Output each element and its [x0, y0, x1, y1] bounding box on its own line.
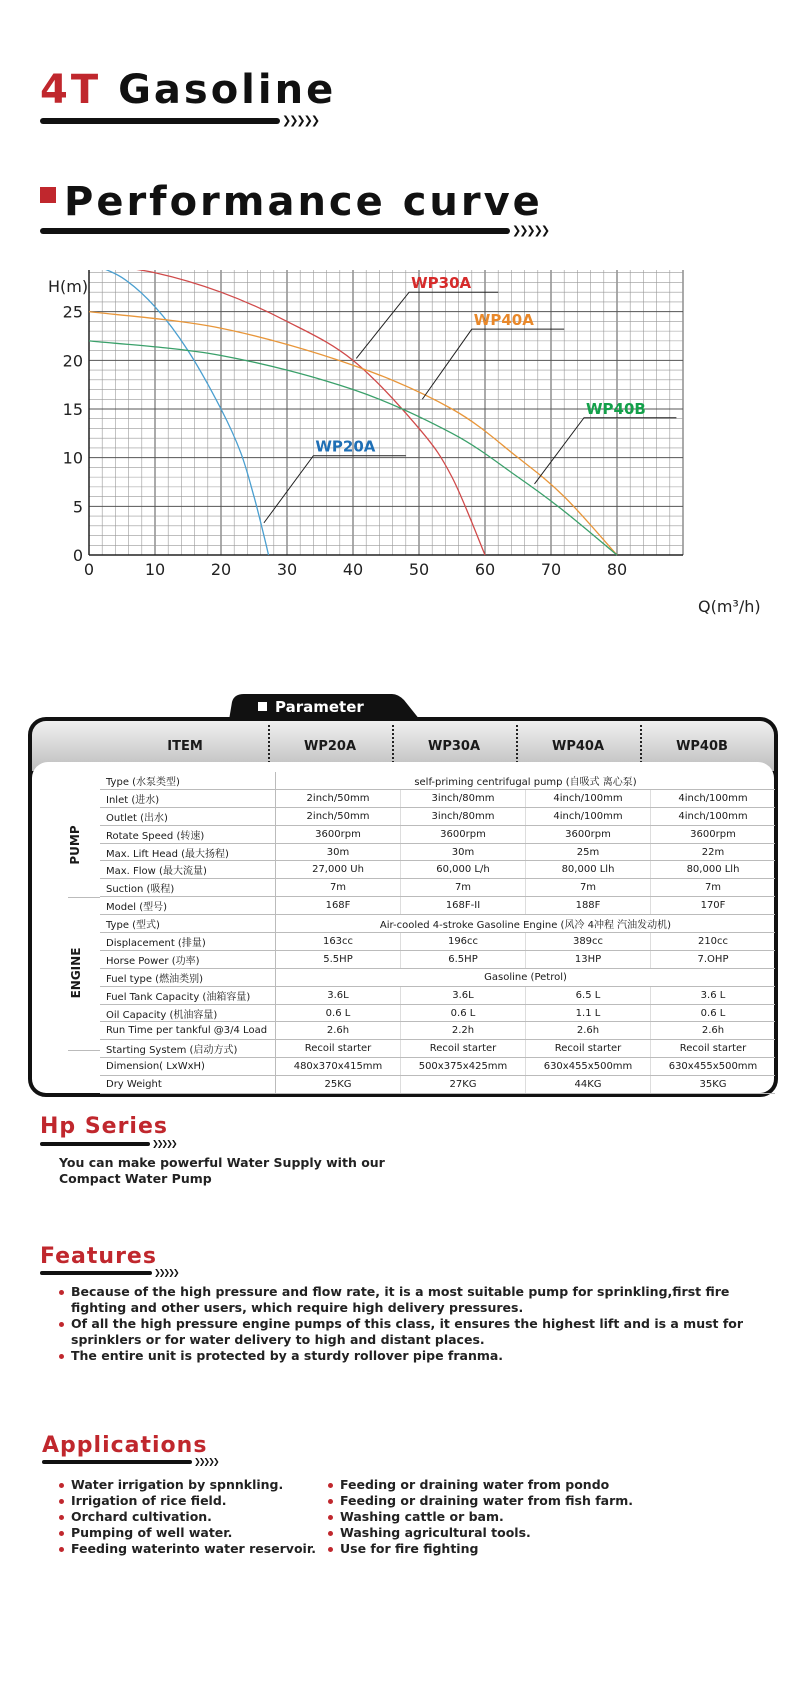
spec-value-span: Air-cooled 4-stroke Gasoline Engine (风冷 4冲程 汽油发动机) — [276, 915, 776, 933]
spec-value: Recoil starter — [526, 1040, 651, 1058]
spec-value: 2inch/50mm — [276, 789, 401, 807]
spec-value: 4inch/100mm — [526, 789, 651, 807]
spec-row — [100, 807, 775, 825]
x-axis-label: Q(m³/h) — [698, 597, 761, 616]
spec-row — [100, 1004, 775, 1022]
spec-value: 2.2h — [401, 1022, 526, 1040]
spec-value: 196cc — [401, 933, 526, 951]
spec-value: 630x455x500mm — [526, 1058, 651, 1076]
parameter-tab — [258, 698, 364, 716]
x-tick-label: 10 — [144, 560, 166, 579]
spec-value: 2.6h — [526, 1022, 651, 1040]
spec-value: 3inch/80mm — [401, 807, 526, 825]
y-axis-label: H(m) — [48, 277, 89, 296]
hp-series-underline — [40, 1142, 150, 1146]
y-tick-label: 15 — [62, 400, 83, 419]
hp-series-text — [59, 1155, 479, 1187]
series-label-wp30a: WP30A — [411, 274, 472, 293]
spec-value: 210cc — [651, 933, 776, 951]
spec-label: Run Time per tankful @3/4 Load — [100, 1022, 276, 1040]
spec-value: 22m — [651, 843, 776, 861]
x-tick-label: 50 — [408, 560, 430, 579]
performance-chevrons: ❯❯❯❯❯ — [512, 224, 549, 237]
header-divider — [640, 725, 642, 763]
spec-row — [100, 772, 775, 789]
group-label-pump: PUMP — [68, 825, 82, 865]
spec-row — [100, 1040, 775, 1058]
application-item: Feeding waterinto water reservoir. — [59, 1541, 329, 1557]
performance-title-text: Performance curve — [64, 179, 543, 225]
spec-value: 0.6 L — [651, 1004, 776, 1022]
spec-label: Horse Power (功率) — [100, 950, 276, 968]
features-title: Features — [40, 1244, 157, 1269]
spec-table — [100, 772, 775, 1094]
curve-wp20a — [89, 270, 269, 555]
features-chevrons: ❯❯❯❯❯ — [154, 1268, 178, 1277]
spec-row — [100, 933, 775, 951]
spec-value: 480x370x415mm — [276, 1058, 401, 1076]
spec-label: Dimension( LxWxH) — [100, 1058, 276, 1076]
spec-value: 2.6h — [651, 1022, 776, 1040]
spec-value: 30m — [276, 843, 401, 861]
spec-value-span: self-priming centrifugal pump (自吸式 离心泵) — [276, 772, 776, 789]
hp-series-line1: You can make powerful Water Supply with our — [59, 1155, 385, 1170]
spec-value: 630x455x500mm — [651, 1058, 776, 1076]
spec-value: 3600rpm — [276, 825, 401, 843]
spec-label: Rotate Speed (转速) — [100, 825, 276, 843]
spec-label: Suction (吸程) — [100, 879, 276, 897]
spec-row — [100, 861, 775, 879]
hp-series-line2: Compact Water Pump — [59, 1171, 212, 1186]
x-tick-label: 60 — [474, 560, 496, 579]
spec-value: 3600rpm — [651, 825, 776, 843]
spec-value: 80,000 Llh — [651, 861, 776, 879]
spec-row — [100, 968, 775, 986]
spec-value: 168F — [276, 897, 401, 915]
spec-label: Model (型号) — [100, 897, 276, 915]
spec-value: 170F — [651, 897, 776, 915]
hp-series-chevrons: ❯❯❯❯❯ — [152, 1139, 176, 1148]
spec-value: 6.5HP — [401, 950, 526, 968]
x-tick-label: 30 — [276, 560, 298, 579]
applications-right-list — [328, 1477, 658, 1557]
spec-label: Oil Capacity (机油容量) — [100, 1004, 276, 1022]
performance-title — [40, 180, 543, 224]
header-wp20a: WP20A — [303, 739, 357, 754]
spec-value: 3inch/80mm — [401, 789, 526, 807]
y-tick-label: 25 — [62, 302, 83, 322]
y-tick-label: 10 — [62, 448, 83, 468]
spec-value: 163cc — [276, 933, 401, 951]
spec-row — [100, 1058, 775, 1076]
spec-label: Starting System (启动方式) — [100, 1040, 276, 1058]
group-divider — [68, 897, 100, 898]
spec-value: 4inch/100mm — [651, 789, 776, 807]
square-icon — [258, 702, 267, 711]
spec-row — [100, 789, 775, 807]
leader-line-wp40b — [535, 418, 677, 484]
spec-label: Type (型式) — [100, 915, 276, 933]
spec-value: 25KG — [276, 1076, 401, 1094]
performance-chart — [0, 270, 800, 630]
header-divider — [268, 725, 270, 763]
spec-label: Type (水泵类型) — [100, 772, 276, 789]
spec-row — [100, 950, 775, 968]
spec-value-span: Gasoline (Petrol) — [276, 968, 776, 986]
spec-value: 60,000 L/h — [401, 861, 526, 879]
spec-value: 7m — [526, 879, 651, 897]
performance-underline — [40, 228, 510, 234]
title-accent: 4T — [40, 67, 102, 113]
applications-left-list — [59, 1477, 329, 1557]
applications-underline — [42, 1460, 192, 1464]
spec-value: 80,000 Llh — [526, 861, 651, 879]
spec-value: 27KG — [401, 1076, 526, 1094]
spec-value: Recoil starter — [651, 1040, 776, 1058]
feature-item: The entire unit is protected by a sturdy rollover pipe franma. — [59, 1348, 769, 1364]
spec-value: 389cc — [526, 933, 651, 951]
title-underline — [40, 118, 280, 124]
spec-row — [100, 1076, 775, 1094]
applications-chevrons: ❯❯❯❯❯ — [194, 1457, 218, 1466]
application-item: Washing cattle or bam. — [328, 1509, 658, 1525]
red-square-icon — [40, 187, 56, 203]
spec-row — [100, 986, 775, 1004]
spec-value: 3.6 L — [651, 986, 776, 1004]
header-wp40a: WP40A — [551, 739, 605, 754]
spec-value: 4inch/100mm — [526, 807, 651, 825]
header-wp40b: WP40B — [676, 739, 728, 754]
x-tick-label: 0 — [83, 560, 95, 579]
spec-label: Dry Weight — [100, 1076, 276, 1094]
spec-label: Fuel type (燃油类别) — [100, 968, 276, 986]
title-chevrons: ❯❯❯❯❯ — [282, 114, 319, 127]
applications-title: Applications — [42, 1433, 208, 1458]
spec-label: Max. Flow (最大流量) — [100, 861, 276, 879]
application-item: Orchard cultivation. — [59, 1509, 329, 1525]
feature-item: Of all the high pressure engine pumps of this class, it ensures the highest lift and is a must for sprinklers or for water delivery to high and distant places. — [59, 1316, 769, 1348]
x-tick-label: 80 — [606, 560, 628, 579]
spec-value: 4inch/100mm — [651, 807, 776, 825]
header-divider — [516, 725, 518, 763]
application-item: Feeding or draining water from pondo — [328, 1477, 658, 1493]
spec-value: 7m — [276, 879, 401, 897]
leader-line-wp20a — [264, 456, 406, 523]
series-label-wp40b: WP40B — [586, 399, 646, 418]
application-item: Irrigation of rice field. — [59, 1493, 329, 1509]
application-item: Pumping of well water. — [59, 1525, 329, 1541]
series-label-wp20a: WP20A — [315, 437, 376, 456]
x-tick-label: 40 — [342, 560, 364, 579]
spec-row — [100, 879, 775, 897]
spec-value: 7.OHP — [651, 950, 776, 968]
header-divider — [392, 725, 394, 763]
hp-series-title: Hp Series — [40, 1114, 168, 1139]
spec-value: 2inch/50mm — [276, 807, 401, 825]
spec-value: 168F-II — [401, 897, 526, 915]
features-list — [59, 1284, 769, 1364]
spec-value: 3600rpm — [401, 825, 526, 843]
spec-value: 44KG — [526, 1076, 651, 1094]
spec-row — [100, 825, 775, 843]
y-tick-label: 0 — [72, 546, 83, 565]
spec-value: 30m — [401, 843, 526, 861]
spec-value: 0.6 L — [401, 1004, 526, 1022]
spec-value: 188F — [526, 897, 651, 915]
spec-value: 13HP — [526, 950, 651, 968]
spec-value: 27,000 Uh — [276, 861, 401, 879]
spec-label: Max. Lift Head (最大扬程) — [100, 843, 276, 861]
spec-value: 6.5 L — [526, 986, 651, 1004]
spec-label: Fuel Tank Capacity (油箱容量) — [100, 986, 276, 1004]
spec-value: 3.6L — [276, 986, 401, 1004]
page-title — [40, 68, 336, 112]
spec-value: Recoil starter — [401, 1040, 526, 1058]
x-tick-label: 70 — [540, 560, 562, 579]
spec-value: 7m — [651, 879, 776, 897]
spec-value: 3600rpm — [526, 825, 651, 843]
spec-row — [100, 1022, 775, 1040]
spec-value: 35KG — [651, 1076, 776, 1094]
features-underline — [40, 1271, 152, 1275]
spec-value: 7m — [401, 879, 526, 897]
leader-line-wp40a — [422, 329, 564, 399]
spec-row — [100, 843, 775, 861]
spec-label: Outlet (出水) — [100, 807, 276, 825]
parameter-tab-label: Parameter — [275, 698, 364, 716]
spec-label: Displacement (排量) — [100, 933, 276, 951]
feature-item: Because of the high pressure and flow rate, it is a most suitable pump for sprinkling,first fire fighting and other users, which require high delivery pressures. — [59, 1284, 769, 1316]
application-item: Washing agricultural tools. — [328, 1525, 658, 1541]
application-item: Feeding or draining water from fish farm. — [328, 1493, 658, 1509]
spec-value: 25m — [526, 843, 651, 861]
spec-value: 3.6L — [401, 986, 526, 1004]
header-wp30a: WP30A — [427, 739, 481, 754]
application-item: Water irrigation by spnnkling. — [59, 1477, 329, 1493]
spec-value: 2.6h — [276, 1022, 401, 1040]
y-tick-label: 5 — [72, 497, 83, 517]
spec-value: 5.5HP — [276, 950, 401, 968]
group-divider — [68, 1050, 100, 1051]
application-item: Use for fire fighting — [328, 1541, 658, 1557]
spec-value: Recoil starter — [276, 1040, 401, 1058]
header-item: ITEM — [167, 739, 203, 754]
spec-row — [100, 915, 775, 933]
spec-value: 500x375x425mm — [401, 1058, 526, 1076]
spec-label: Inlet (进水) — [100, 789, 276, 807]
series-label-wp40a: WP40A — [473, 311, 534, 330]
x-tick-label: 20 — [210, 560, 232, 579]
spec-row — [100, 897, 775, 915]
title-main: Gasoline — [118, 67, 337, 113]
spec-value: 0.6 L — [276, 1004, 401, 1022]
spec-value: 1.1 L — [526, 1004, 651, 1022]
chart-curves — [89, 270, 676, 555]
group-label-engine: ENGINE — [69, 947, 83, 999]
y-tick-label: 20 — [62, 351, 83, 371]
